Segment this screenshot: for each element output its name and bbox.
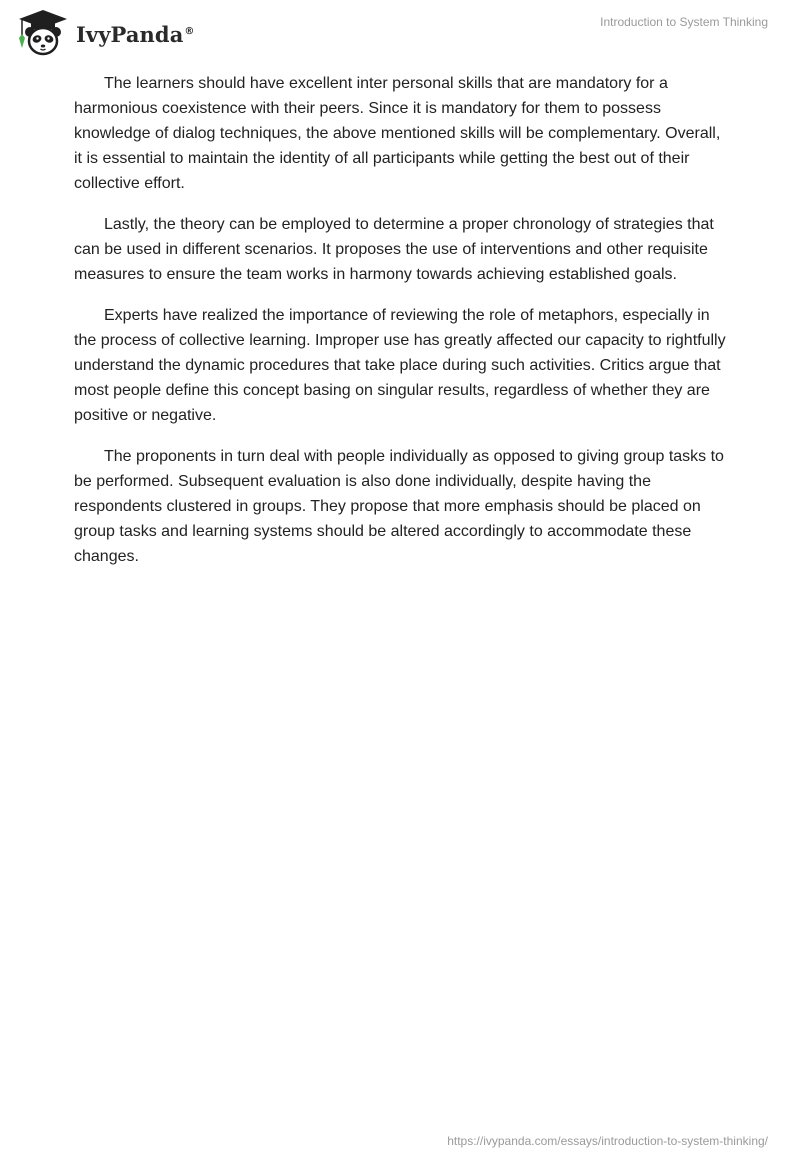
brand-name: IvyPanda®	[76, 21, 195, 47]
page-header	[0, 0, 800, 70]
source-url[interactable]: https://ivypanda.com/essays/introduction-to-system-thinking/	[447, 1134, 768, 1148]
registered-mark: ®	[184, 25, 195, 37]
paragraph: The proponents in turn deal with people individually as opposed to giving group tasks to be performed. Subsequent evaluation is also done individually, despite having the respondents clustered in groups. They propose that more emphasis should be placed on group tasks and learning systems should be altered accordingly to accommodate these changes.	[74, 448, 724, 565]
paragraph: Experts have realized the importance of reviewing the role of metaphors, especially in the process of collective learning. Improper use has greatly affected our capacity to rightfully understand the dynamic procedures that take place during such activities. Critics argue that most people define this concept basing on singular results, regardless of whether they are positive or negative.	[74, 307, 726, 424]
paragraph: The learners should have excellent inter personal skills that are mandatory for a harmonious coexistence with their peers. Since it is mandatory for them to possess knowledge of dialog techniques, the above mentioned skills will be complementary. Overall, it is essential to maintain the identity of all participants while getting the best out of their collective effort.	[74, 75, 721, 192]
ivypanda-logo[interactable]	[14, 8, 195, 58]
document-title: Introduction to System Thinking	[600, 15, 768, 29]
panda-graduate-icon	[14, 8, 72, 58]
essay-body	[74, 71, 730, 585]
paragraph: Lastly, the theory can be employed to determine a proper chronology of strategies that can be used in different scenarios. It proposes the use of interventions and other requisite measures to ensure the team works in harmony towards achieving established goals.	[74, 216, 714, 283]
